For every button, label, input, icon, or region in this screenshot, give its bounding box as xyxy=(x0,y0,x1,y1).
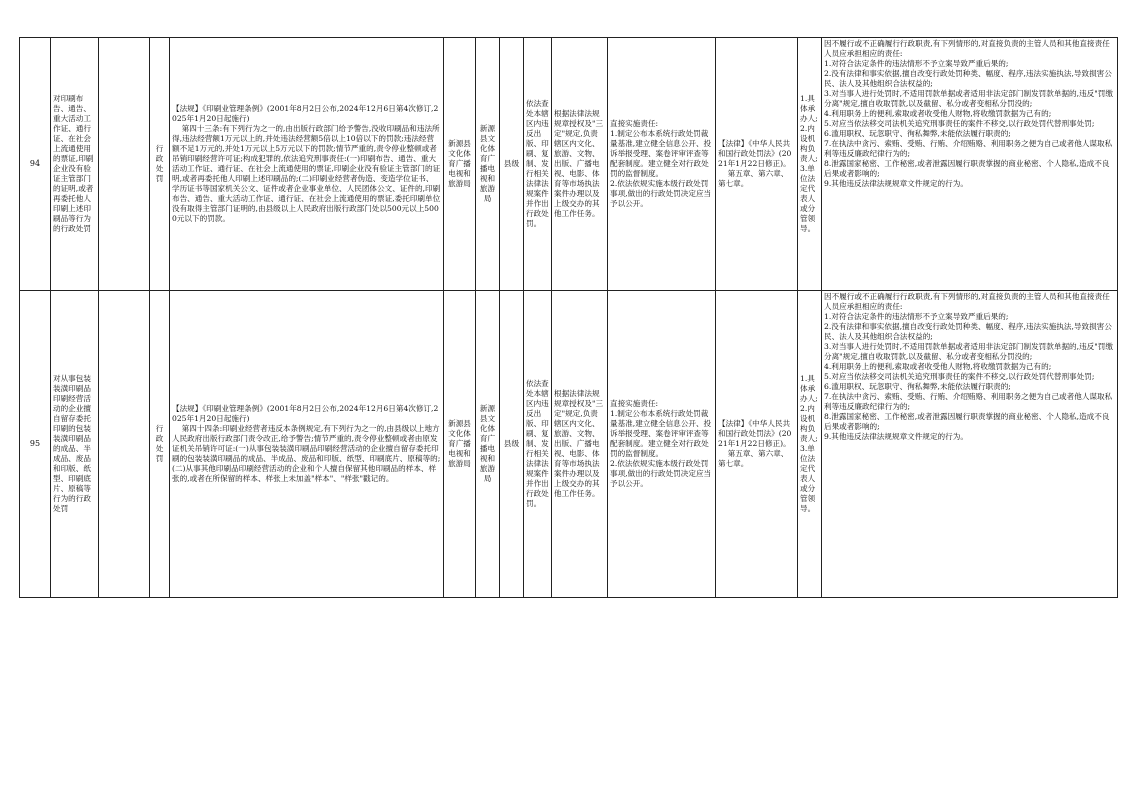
authority-basis: 根据法律法规规章授权及"三定"规定,负责辖区内文化、旅游、文物、出版、广播电视、电影、体育等市场执法案件办理以及上级交办的其他工作任务。 xyxy=(552,38,608,291)
responsible-subject: 1.具体承办人; 2.内设机构负责人; 3.单位法定代表人或分管领导。 xyxy=(798,38,822,291)
responsible-dept: 新源县文化体育广播电视和旅游局 xyxy=(476,38,500,291)
power-type: 行政处罚 xyxy=(150,38,170,291)
sub-item xyxy=(99,38,150,291)
responsible-dept: 新源县文化体育广播电视和旅游局 xyxy=(476,291,500,598)
power-type: 行政处罚 xyxy=(150,291,170,598)
responsibility-items: 直接实施责任: 1.制定公布本系统行政处罚裁量基准,建立健全信息公开、投诉举报受理、案卷评审评查等配套制度。建立健全对行政处罚的监督制度。 2.依法依规实施本级行政处罚事项,做出的行政处罚决定应当予以公开。 xyxy=(608,38,716,291)
item-name: 对从事包装装潢印刷品印刷经营活动的企业擅自留存委托印刷的包装装潢印刷品的成品、半成品、废品和印版、纸型、印刷底片、原稿等行为的行政处罚 xyxy=(51,291,99,598)
accountability: 因不履行或不正确履行行政职责,有下列情形的,对直接负责的主管人员和其他直接责任人员应承担相应的责任: 1.对符合法定条件的违法情形不予立案导致严重后果的; 2.没有法律和事实依据,擅自改变行政处罚种类、幅度、程序,违法实施执法,导致损害公民、法人及其他组织合法权益的; 3.对当事人进行处罚时,不适用罚款单据或者适用非法定部门制发罚款单据的,违反"罚缴分离"规定,擅自收取罚款,以及截留、私分或者变相私分罚没的; 4.利用职务上的便利,索取或者收受他人财物,将收缴罚款据为己有的; 5.对应当依法移交司法机关追究刑事责任的案件不移交,以行政处罚代替刑事处罚; 6.滥用职权、玩忽职守、徇私舞弊,未能依法履行职责的; 7.在执法中贪污、索贿、受贿、行贿、介绍贿赂、利用职务之便为自己或者他人谋取私利等违反廉政纪律行为的; 8.泄露国家秘密、工作秘密,或者泄露因履行职责掌握的商业秘密、个人隐私,造成不良后果或者影响的; 9.其他违反法律法规规章文件规定的行为。 xyxy=(822,38,1118,291)
sub-item xyxy=(99,291,150,598)
responsibility-law: 【法律】《中华人民共和国行政处罚法》(2021年1月22日修正)。 第五章、第六章、第七章。 xyxy=(716,291,798,598)
responsibility-items: 直接实施责任: 1.制定公布本系统行政处罚裁量基准,建立健全信息公开、投诉举报受理、案卷评审评查等配套制度。建立健全对行政处罚的监督制度。 2.依法依规实施本级行政处罚事项,做出的行政处罚决定应当予以公开。 xyxy=(608,291,716,598)
power-list-table xyxy=(19,37,1118,598)
duty-description: 依法查处本辖区内违反出版、印刷、复制、发行相关法律法规案件并作出行政处罚。 xyxy=(524,291,552,598)
implementing-body: 新源县文化体育广播电视和旅游局 xyxy=(444,291,476,598)
implementing-body: 新源县文化体育广播电视和旅游局 xyxy=(444,38,476,291)
authority-basis: 根据法律法规规章授权及"三定"规定,负责辖区内文化、旅游、文物、出版、广播电视、电影、体育等市场执法案件办理以及上级交办的其他工作任务。 xyxy=(552,291,608,598)
responsible-subject: 1.具体承办人; 2.内设机构负责人; 3.单位法定代表人或分管领导。 xyxy=(798,291,822,598)
exercise-level: 县级 xyxy=(500,38,524,291)
row-number: 94 xyxy=(20,38,51,291)
row-number: 95 xyxy=(20,291,51,598)
duty-description: 依法查处本辖区内违反出版、印刷、复制、发行相关法律法规案件并作出行政处罚。 xyxy=(524,38,552,291)
item-name: 对印刷布告、通告、重大活动工作证、通行证、在社会上流通使用的票证,印刷企业没有验证主管部门的证明,或者再委托他人印刷上述印刷品等行为的行政处罚 xyxy=(51,38,99,291)
responsibility-law: 【法律】《中华人民共和国行政处罚法》(2021年1月22日修正)。 第五章、第六章、第七章。 xyxy=(716,38,798,291)
legal-basis: 【法规】《印刷业管理条例》(2001年8月2日公布,2024年12月6日第4次修订,2025年1月20日起施行) 第四十四条:印刷业经营者违反本条例规定,有下列行为之一的,由县级以上地方人民政府出版行政部门责令改正,给予警告;情节严重的,责令停业整顿或者由原发证机关吊销许可证:(一)从事包装装潢印刷品印刷经营活动的企业擅自留存委托印刷的包装装潢印刷品的成品、半成品、废品和印版、纸型、印刷底片、原稿等的; (二)从事其他印刷品印刷经营活动的企业和个人擅自保留其他印刷品的样本、样张的,或者在所保留的样本、样张上未加盖"样本"、"样张"戳记的。 xyxy=(170,291,444,598)
legal-basis: 【法规】《印刷业管理条例》(2001年8月2日公布,2024年12月6日第4次修订,2025年1月20日起施行) 第四十三条:有下列行为之一的,由出版行政部门给予警告,没收印刷品和违法所得,违法经营额1万元以上的,并处违法经营额5倍以上10倍以下的罚款;违法经营额不足1万元的,并处1万元以上5万元以下的罚款;情节严重的,责令停业整顿或者吊销印刷经营许可证;构成犯罪的,依法追究刑事责任:(一)印刷布告、通告、重大活动工作证、通行证、在社会上流通使用的票证,印刷企业没有验证主管部门的证明,或者再委托他人印刷上述印刷品的;(二)印刷业经营者伪造、变造学位证书、学历证书等国家机关公文、证件或者企业事业单位、人民团体公文、证件的,印刷布告、通告、重大活动工作证、通行证、在社会上流通使用的票证,委托印刷单位没有取得主管部门证明的,由县级以上人民政府出版行政部门处以500元以上5000元以下的罚款。 xyxy=(170,38,444,291)
accountability: 因不履行或不正确履行行政职责,有下列情形的,对直接负责的主管人员和其他直接责任人员应承担相应的责任: 1.对符合法定条件的违法情形不予立案导致严重后果的; 2.没有法律和事实依据,擅自改变行政处罚种类、幅度、程序,违法实施执法,导致损害公民、法人及其他组织合法权益的; 3.对当事人进行处罚时,不适用罚款单据或者适用非法定部门制发罚款单据的,违反"罚缴分离"规定,擅自收取罚款,以及截留、私分或者变相私分罚没的; 4.利用职务上的便利,索取或者收受他人财物,将收缴罚款据为己有的; 5.对应当依法移交司法机关追究刑事责任的案件不移交,以行政处罚代替刑事处罚; 6.滥用职权、玩忽职守、徇私舞弊,未能依法履行职责的; 7.在执法中贪污、索贿、受贿、行贿、介绍贿赂、利用职务之便为自己或者他人谋取私利等违反廉政纪律行为的; 8.泄露国家秘密、工作秘密,或者泄露因履行职责掌握的商业秘密、个人隐私,造成不良后果或者影响的; 9.其他违反法律法规规章文件规定的行为。 xyxy=(822,291,1118,598)
table-row xyxy=(20,291,1118,598)
table-row xyxy=(20,38,1118,291)
exercise-level: 县级 xyxy=(500,291,524,598)
